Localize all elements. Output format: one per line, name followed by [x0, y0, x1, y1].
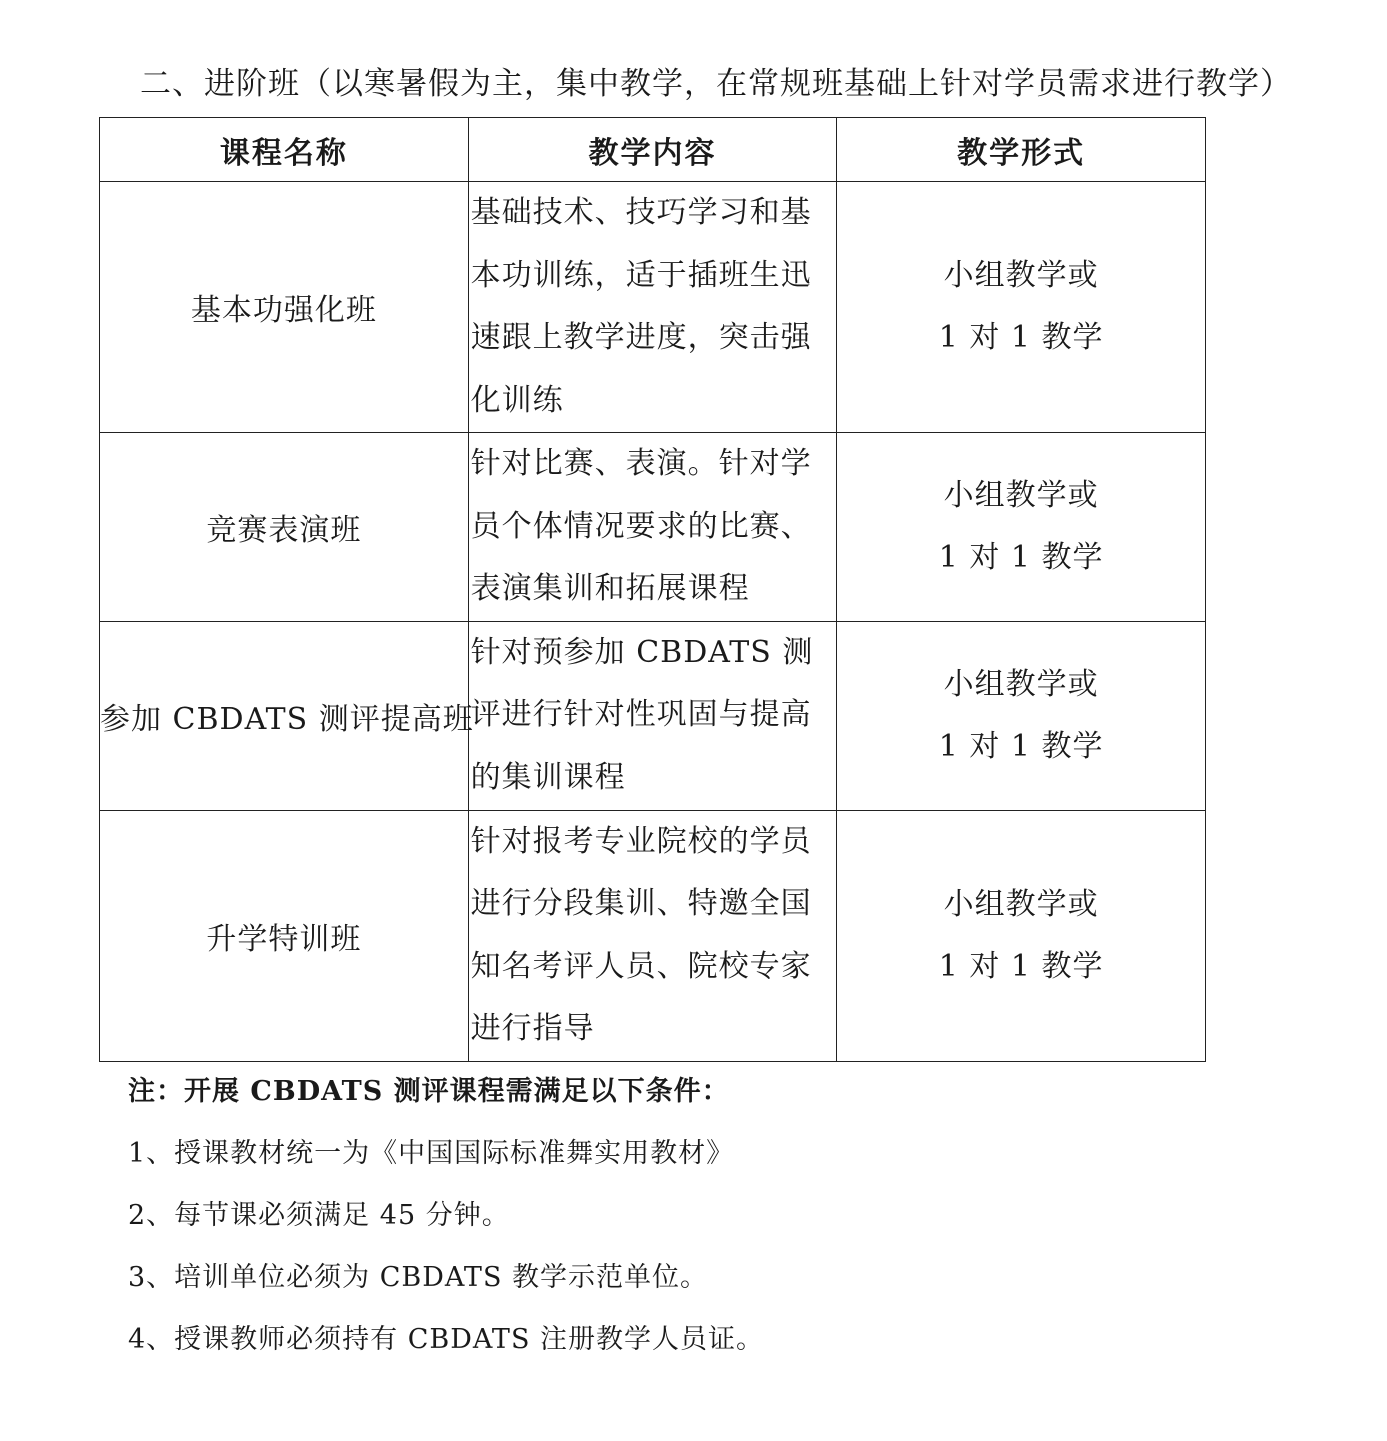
teaching-form-cell [837, 621, 1206, 810]
note-item: 1、授课教材统一为《中国国际标准舞实用教材》 [128, 1138, 735, 1169]
table-row [100, 182, 1206, 433]
note-item: 3、培训单位必须为 CBDATS 教学示范单位。 [128, 1262, 709, 1293]
teaching-form-line: 小组教学或 [943, 666, 1099, 702]
teaching-content-cell: 针对预参加 CBDATS 测评进行针对性巩固与提高的集训课程 [468, 621, 837, 810]
teaching-content-cell: 基础技术、技巧学习和基本功训练，适于插班生迅速跟上教学进度，突击强化训练 [468, 182, 837, 433]
teaching-form-cell [837, 810, 1206, 1061]
note-item: 4、授课教师必须持有 CBDATS 注册教学人员证。 [128, 1324, 765, 1355]
note-item: 2、每节课必须满足 45 分钟。 [128, 1200, 510, 1231]
teaching-form-line: 小组教学或 [943, 477, 1099, 513]
header-teaching-form: 教学形式 [837, 118, 1206, 182]
teaching-form-line: 1 对 1 教学 [938, 539, 1104, 575]
course-name-cell: 升学特训班 [100, 810, 469, 1061]
teaching-content-cell: 针对比赛、表演。针对学员个体情况要求的比赛、表演集训和拓展课程 [468, 433, 837, 622]
table-header-row [100, 118, 1206, 182]
teaching-form-line: 1 对 1 教学 [938, 320, 1104, 355]
course-name-cell: 参加 CBDATS 测评提高班 [100, 621, 469, 810]
teaching-content-cell: 针对报考专业院校的学员进行分段集训、特邀全国知名考评人员、院校专家进行指导 [468, 810, 837, 1061]
teaching-form-line: 小组教学或 [943, 258, 1099, 293]
teaching-form-line: 1 对 1 教学 [938, 728, 1104, 764]
teaching-form-cell [837, 433, 1206, 622]
notes-section [128, 1066, 764, 1376]
course-table [99, 117, 1206, 1062]
header-course-name: 课程名称 [100, 118, 469, 182]
section-heading: 二、进阶班（以寒暑假为主，集中教学，在常规班基础上针对学员需求进行教学） [140, 66, 1292, 102]
course-name-cell: 竞赛表演班 [100, 433, 469, 622]
table-row [100, 433, 1206, 622]
course-name-cell: 基本功强化班 [100, 182, 469, 433]
teaching-form-line: 1 对 1 教学 [938, 948, 1104, 984]
header-teaching-content: 教学内容 [468, 118, 837, 182]
table-row [100, 621, 1206, 810]
teaching-form-line: 小组教学或 [943, 886, 1099, 922]
notes-title: 注：开展 CBDATS 测评课程需满足以下条件： [128, 1076, 730, 1107]
teaching-form-cell [837, 182, 1206, 433]
table-row [100, 810, 1206, 1061]
